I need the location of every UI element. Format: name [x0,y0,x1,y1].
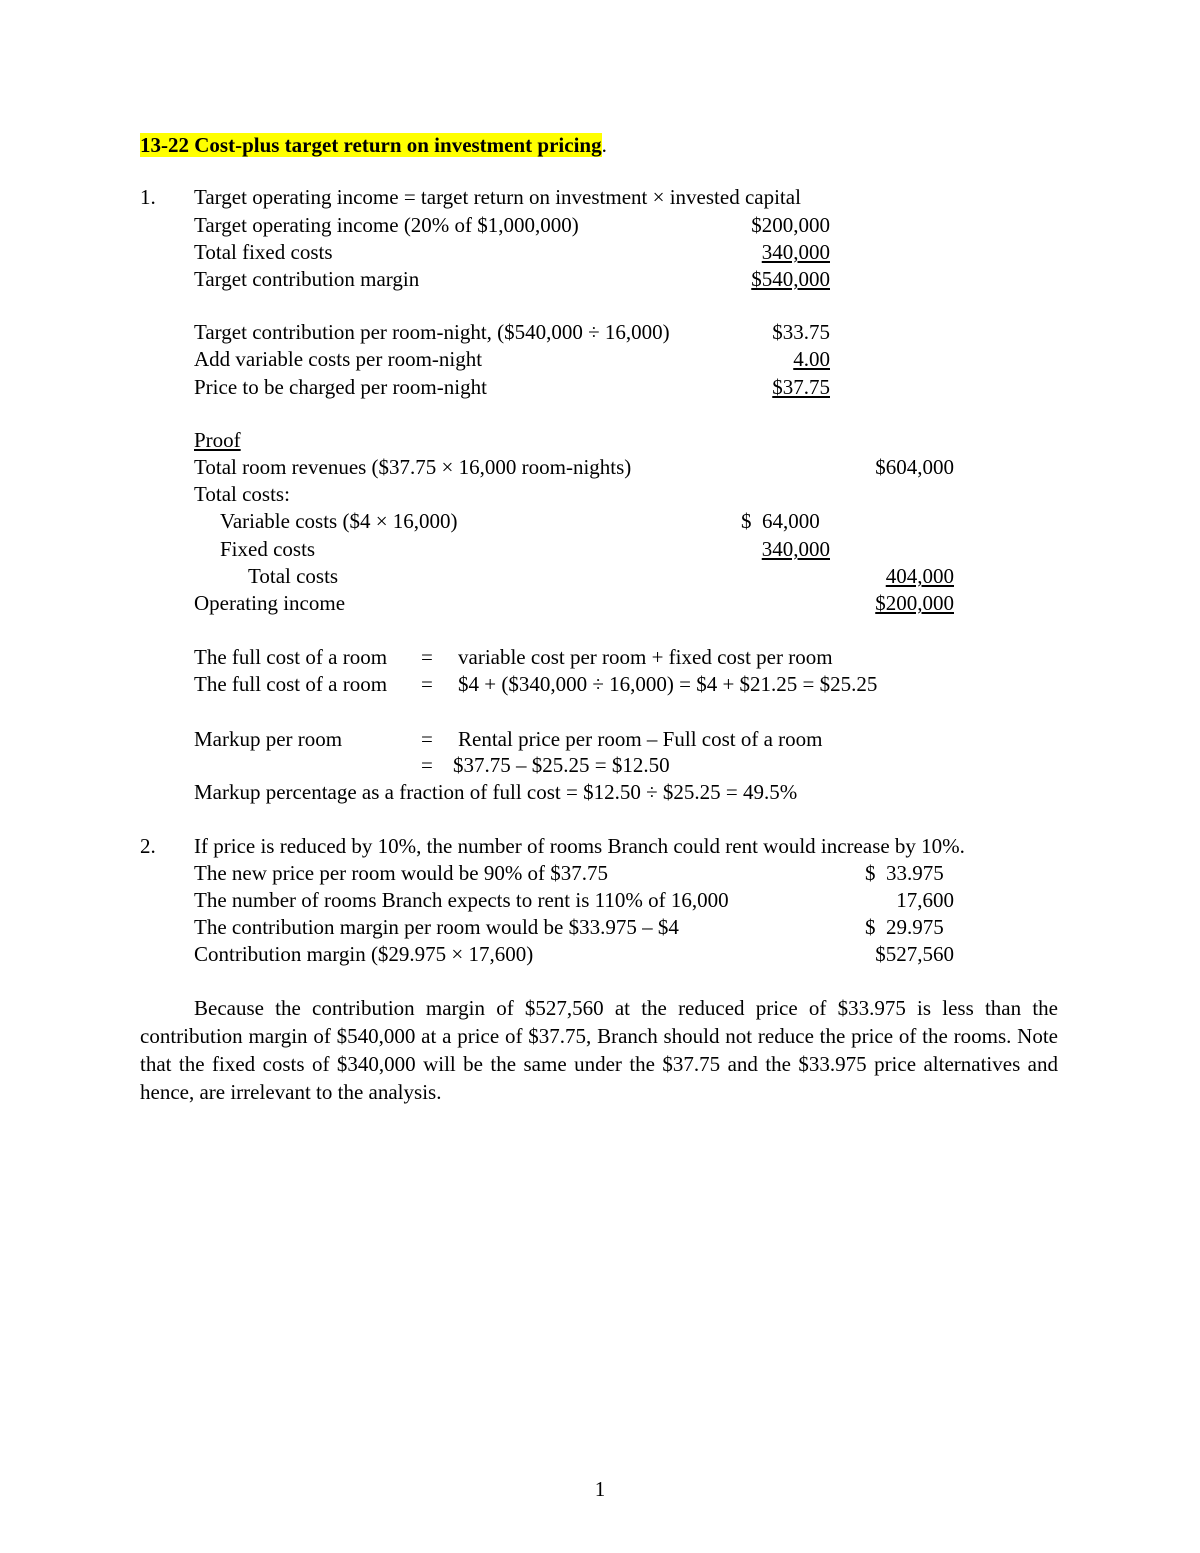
part1-number: 1. [140,185,156,209]
fixed-costs-proof-value: 340,000 [761,537,830,561]
new-cm-per-room-label: The contribution margin per room would be $33.975 – $4 [194,915,679,939]
target-cm-value: $540,000 [751,267,830,291]
proof-heading: Proof [194,428,241,452]
contribution-per-night-label: Target contribution per room-night, ($540,000 ÷ 16,000) [194,320,670,344]
part1-intro: Target operating income = target return on investment × invested capital [194,185,801,209]
new-rooms-label: The number of rooms Branch expects to rent is 110% of 16,000 [194,888,729,912]
markup-percentage: Markup percentage as a fraction of full cost = $12.50 ÷ $25.25 = 49.5% [194,780,798,804]
fixed-costs-label: Total fixed costs [194,240,333,264]
revenue-label: Total room revenues ($37.75 × 16,000 room-nights) [194,455,632,479]
full-cost-rhs-1: variable cost per room + fixed cost per room [458,645,833,669]
new-price-label: The new price per room would be 90% of $37.75 [194,861,609,885]
markup-rhs-2: $37.75 – $25.25 = $12.50 [453,753,670,777]
target-cm-label: Target contribution margin [194,267,420,291]
full-cost-eq-2: = [421,672,433,696]
target-oi-label: Target operating income (20% of $1,000,000) [194,213,579,237]
target-oi-value: $200,000 [751,213,830,237]
new-cm-label: Contribution margin ($29.975 × 17,600) [194,942,534,966]
variable-costs-label: Variable costs ($4 × 16,000) [220,509,458,533]
markup-rhs-1: Rental price per room – Full cost of a room [458,727,823,751]
operating-income-label: Operating income [194,591,346,615]
new-cm-value: $527,560 [875,942,954,966]
new-price-value: $ 33.975 [865,861,944,885]
part2-intro: If price is reduced by 10%, the number of rooms Branch could rent would increase by 10%. [194,834,965,858]
markup-lhs: Markup per room [194,727,343,751]
variable-cost-value: 4.00 [793,347,830,371]
full-cost-rhs-2: $4 + ($340,000 ÷ 16,000) = $4 + $21.25 = $25.25 [458,672,878,696]
revenue-value: $604,000 [875,455,954,479]
price-label: Price to be charged per room-night [194,375,487,399]
total-costs-value: 404,000 [885,564,954,588]
fixed-costs-proof-label: Fixed costs [220,537,316,561]
fixed-costs-value: 340,000 [761,240,830,264]
part2-number: 2. [140,834,156,858]
full-cost-eq-1: = [421,645,433,669]
page-title: 13-22 Cost-plus target return on investment pricing. [140,133,607,157]
title-highlight: 13-22 Cost-plus target return on investment pricing [140,133,602,157]
new-cm-per-room-value: $ 29.975 [865,915,944,939]
price-value: $37.75 [772,375,830,399]
total-costs-label: Total costs [248,564,339,588]
operating-income-value: $200,000 [875,591,954,615]
full-cost-lhs-2: The full cost of a room [194,672,388,696]
variable-costs-value: $ 64,000 [741,509,820,533]
total-costs-heading: Total costs: [194,482,290,506]
conclusion-paragraph: Because the contribution margin of $527,560 at the reduced price of $33.975 is less than the contribution margin of $540,000 at a price of $37.75, Branch should not reduce the price of the rooms. Note that the fixed costs of $340,000 will be the same under the $37.75 and the $33.975 price alternatives and hence, are irrelevant to the analysis. [140,996,1058,1104]
markup-eq-2: = [421,753,433,777]
page-number: 1 [594,1477,606,1501]
new-rooms-value: 17,600 [896,888,954,912]
variable-cost-label: Add variable costs per room-night [194,347,483,371]
full-cost-lhs-1: The full cost of a room [194,645,388,669]
contribution-per-night-value: $33.75 [772,320,830,344]
markup-eq-1: = [421,727,433,751]
